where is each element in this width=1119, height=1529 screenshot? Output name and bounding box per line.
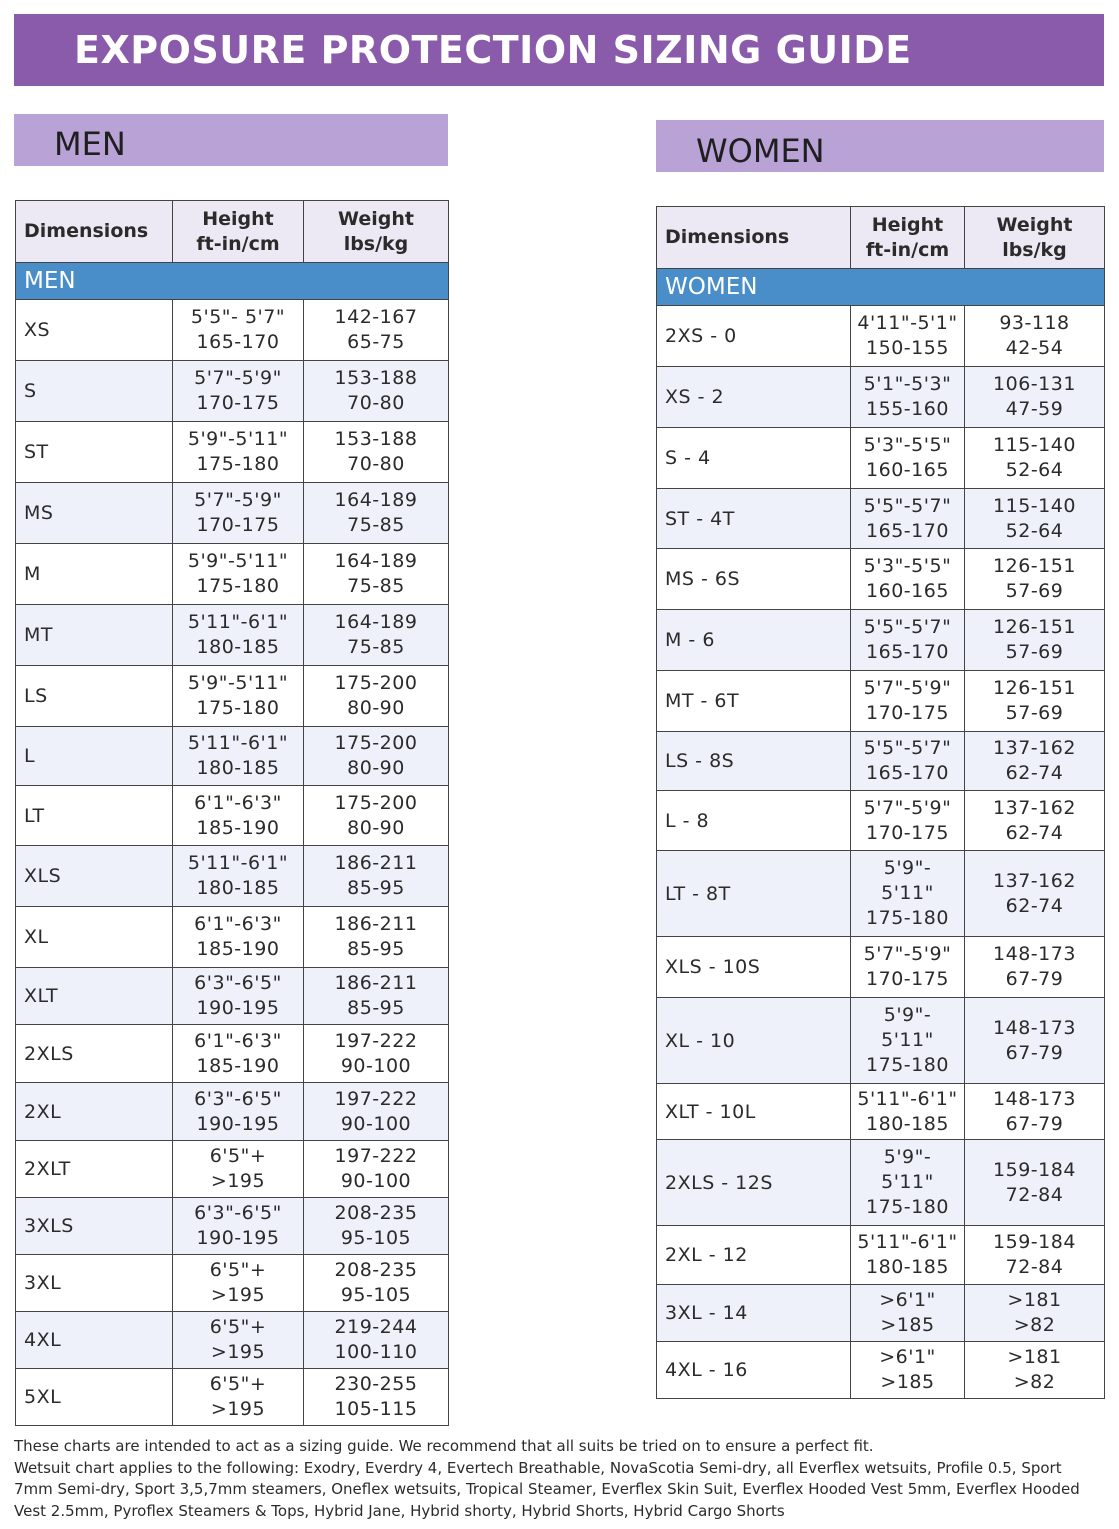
weight-cell: 148-173 67-79 — [965, 937, 1105, 998]
table-row — [16, 1141, 449, 1198]
height-cell: 5'5"- 5'7" 165-170 — [173, 300, 304, 361]
height-cell: 5'7"-5'9" 170-175 — [173, 361, 304, 422]
height-cell: 6'3"-6'5" 190-195 — [173, 1198, 304, 1255]
size-cell: MS - 6S — [657, 549, 851, 610]
size-cell: XLS — [16, 846, 173, 907]
table-row — [16, 1025, 449, 1083]
weight-cell: 175-200 80-90 — [304, 666, 449, 727]
men-size-table — [15, 200, 449, 1426]
table-row — [16, 907, 449, 968]
women-table-body — [657, 306, 1105, 1399]
table-row — [657, 306, 1105, 367]
weight-cell: 115-140 52-64 — [965, 489, 1105, 549]
height-cell: 6'5"+ >195 — [173, 1255, 304, 1312]
weight-cell: 106-131 47-59 — [965, 367, 1105, 428]
height-cell: 5'1"-5'3" 155-160 — [851, 367, 965, 428]
footer-note: These charts are intended to act as a sizing guide. We recommend that all suits be tried on to ensure a perfect fit. — [14, 1437, 874, 1455]
weight-cell: 197-222 90-100 — [304, 1141, 449, 1198]
weight-cell: 164-189 75-85 — [304, 544, 449, 605]
weight-cell: 137-162 62-74 — [965, 851, 1105, 937]
table-section-label: WOMEN — [657, 269, 1105, 306]
height-cell: >6'1" >185 — [851, 1285, 965, 1342]
height-cell: >6'1" >185 — [851, 1342, 965, 1399]
footer-notes — [14, 1436, 1104, 1522]
size-cell: 2XL - 12 — [657, 1226, 851, 1285]
weight-cell: 230-255 105-115 — [304, 1369, 449, 1426]
column-header-dimensions: Dimensions — [16, 201, 173, 263]
table-row — [657, 1084, 1105, 1140]
table-row — [657, 610, 1105, 671]
table-row — [657, 367, 1105, 428]
height-cell: 5'11"-6'1" 180-185 — [851, 1084, 965, 1140]
height-cell: 5'9"-5'11" 175-180 — [173, 666, 304, 727]
table-header-row — [657, 207, 1105, 269]
page-title: EXPOSURE PROTECTION SIZING GUIDE — [14, 14, 1104, 86]
height-cell: 5'9"- 5'11" 175-180 — [851, 1140, 965, 1226]
size-cell: S - 4 — [657, 428, 851, 489]
women-size-table — [656, 206, 1105, 1399]
table-row — [657, 1342, 1105, 1399]
height-cell: 5'7"-5'9" 170-175 — [173, 483, 304, 544]
table-row — [16, 1369, 449, 1426]
height-cell: 5'11"-6'1" 180-185 — [173, 846, 304, 907]
table-row — [657, 489, 1105, 549]
weight-cell: 142-167 65-75 — [304, 300, 449, 361]
size-cell: LT — [16, 786, 173, 846]
weight-cell: 159-184 72-84 — [965, 1226, 1105, 1285]
weight-cell: 137-162 62-74 — [965, 732, 1105, 791]
height-cell: 6'3"-6'5" 190-195 — [173, 1083, 304, 1141]
weight-cell: 197-222 90-100 — [304, 1025, 449, 1083]
height-cell: 5'9"- 5'11" 175-180 — [851, 998, 965, 1084]
size-cell: LS - 8S — [657, 732, 851, 791]
table-section-label: MEN — [16, 263, 449, 300]
size-cell: XS — [16, 300, 173, 361]
weight-cell: 186-211 85-95 — [304, 907, 449, 968]
men-section-header: MEN — [14, 114, 448, 166]
column-header-weight: Weight lbs/kg — [965, 207, 1105, 269]
height-cell: 5'5"-5'7" 165-170 — [851, 610, 965, 671]
size-cell: XS - 2 — [657, 367, 851, 428]
size-cell: XLT — [16, 968, 173, 1025]
height-cell: 5'3"-5'5" 160-165 — [851, 428, 965, 489]
weight-cell: 164-189 75-85 — [304, 483, 449, 544]
height-cell: 6'1"-6'3" 185-190 — [173, 1025, 304, 1083]
table-row — [16, 786, 449, 846]
height-cell: 5'9"- 5'11" 175-180 — [851, 851, 965, 937]
height-cell: 6'1"-6'3" 185-190 — [173, 907, 304, 968]
size-cell: LS — [16, 666, 173, 727]
table-row — [16, 483, 449, 544]
size-cell: 2XL — [16, 1083, 173, 1141]
height-cell: 5'7"-5'9" 170-175 — [851, 671, 965, 732]
table-row — [16, 1083, 449, 1141]
size-cell: 4XL — [16, 1312, 173, 1369]
size-cell: MS — [16, 483, 173, 544]
height-cell: 5'5"-5'7" 165-170 — [851, 489, 965, 549]
table-row — [657, 671, 1105, 732]
height-cell: 6'5"+ >195 — [173, 1141, 304, 1198]
weight-cell: 153-188 70-80 — [304, 361, 449, 422]
table-row — [657, 851, 1105, 937]
size-cell: 2XLT — [16, 1141, 173, 1198]
size-cell: MT - 6T — [657, 671, 851, 732]
size-cell: 2XLS — [16, 1025, 173, 1083]
weight-cell: 153-188 70-80 — [304, 422, 449, 483]
table-row — [16, 544, 449, 605]
weight-cell: 126-151 57-69 — [965, 610, 1105, 671]
table-section-row — [657, 269, 1105, 306]
column-header-weight: Weight lbs/kg — [304, 201, 449, 263]
table-row — [16, 422, 449, 483]
height-cell: 5'11"-6'1" 180-185 — [173, 605, 304, 666]
table-row — [657, 732, 1105, 791]
weight-cell: 175-200 80-90 — [304, 786, 449, 846]
table-header-row — [16, 201, 449, 263]
height-cell: 5'7"-5'9" 170-175 — [851, 937, 965, 998]
table-row — [16, 1198, 449, 1255]
size-cell: XLT - 10L — [657, 1084, 851, 1140]
table-row — [657, 937, 1105, 998]
table-row — [657, 428, 1105, 489]
table-row — [16, 727, 449, 786]
size-cell: 5XL — [16, 1369, 173, 1426]
size-cell: ST - 4T — [657, 489, 851, 549]
table-row — [657, 549, 1105, 610]
men-table-body — [16, 300, 449, 1426]
size-cell: 4XL - 16 — [657, 1342, 851, 1399]
height-cell: 4'11"-5'1" 150-155 — [851, 306, 965, 367]
weight-cell: 208-235 95-105 — [304, 1198, 449, 1255]
table-row — [16, 968, 449, 1025]
weight-cell: 148-173 67-79 — [965, 998, 1105, 1084]
weight-cell: 208-235 95-105 — [304, 1255, 449, 1312]
table-row — [657, 791, 1105, 851]
weight-cell: 159-184 72-84 — [965, 1140, 1105, 1226]
size-cell: 3XLS — [16, 1198, 173, 1255]
height-cell: 5'9"-5'11" 175-180 — [173, 544, 304, 605]
weight-cell: >181 >82 — [965, 1285, 1105, 1342]
weight-cell: 219-244 100-110 — [304, 1312, 449, 1369]
height-cell: 6'1"-6'3" 185-190 — [173, 786, 304, 846]
table-row — [16, 300, 449, 361]
column-header-height: Height ft-in/cm — [173, 201, 304, 263]
weight-cell: 126-151 57-69 — [965, 549, 1105, 610]
size-cell: M — [16, 544, 173, 605]
table-section-row — [16, 263, 449, 300]
height-cell: 6'3"-6'5" 190-195 — [173, 968, 304, 1025]
size-cell: ST — [16, 422, 173, 483]
column-header-dimensions: Dimensions — [657, 207, 851, 269]
weight-cell: 164-189 75-85 — [304, 605, 449, 666]
table-row — [657, 998, 1105, 1084]
weight-cell: 126-151 57-69 — [965, 671, 1105, 732]
table-row — [16, 1255, 449, 1312]
size-cell: 3XL - 14 — [657, 1285, 851, 1342]
table-row — [657, 1226, 1105, 1285]
size-cell: XLS - 10S — [657, 937, 851, 998]
size-cell: 3XL — [16, 1255, 173, 1312]
height-cell: 5'9"-5'11" 175-180 — [173, 422, 304, 483]
size-cell: 2XLS - 12S — [657, 1140, 851, 1226]
weight-cell: 175-200 80-90 — [304, 727, 449, 786]
column-header-height: Height ft-in/cm — [851, 207, 965, 269]
weight-cell: 115-140 52-64 — [965, 428, 1105, 489]
table-row — [16, 666, 449, 727]
weight-cell: 148-173 67-79 — [965, 1084, 1105, 1140]
size-cell: M - 6 — [657, 610, 851, 671]
height-cell: 5'3"-5'5" 160-165 — [851, 549, 965, 610]
weight-cell: 197-222 90-100 — [304, 1083, 449, 1141]
weight-cell: >181 >82 — [965, 1342, 1105, 1399]
weight-cell: 137-162 62-74 — [965, 791, 1105, 851]
size-cell: L — [16, 727, 173, 786]
height-cell: 5'5"-5'7" 165-170 — [851, 732, 965, 791]
height-cell: 5'7"-5'9" 170-175 — [851, 791, 965, 851]
table-row — [16, 605, 449, 666]
size-cell: S — [16, 361, 173, 422]
weight-cell: 186-211 85-95 — [304, 968, 449, 1025]
table-row — [657, 1140, 1105, 1226]
table-row — [657, 1285, 1105, 1342]
weight-cell: 93-118 42-54 — [965, 306, 1105, 367]
table-row — [16, 846, 449, 907]
size-cell: XL — [16, 907, 173, 968]
size-cell: MT — [16, 605, 173, 666]
height-cell: 6'5"+ >195 — [173, 1369, 304, 1426]
table-row — [16, 1312, 449, 1369]
size-cell: L - 8 — [657, 791, 851, 851]
height-cell: 6'5"+ >195 — [173, 1312, 304, 1369]
weight-cell: 186-211 85-95 — [304, 846, 449, 907]
size-cell: LT - 8T — [657, 851, 851, 937]
size-cell: XL - 10 — [657, 998, 851, 1084]
height-cell: 5'11"-6'1" 180-185 — [851, 1226, 965, 1285]
height-cell: 5'11"-6'1" 180-185 — [173, 727, 304, 786]
footer-applies: Wetsuit chart applies to the following: Exodry, Everdry 4, Evertech Breathable, NovaScotia Semi-dry, all Everflex wetsuits, Profile 0.5, Sport 7mm Semi-dry, Sport 3,5,7mm steamers, Oneflex wetsuits, Tropical Steamer, Everflex Skin Suit, Everflex Hooded Vest 5mm, Everflex Hooded Vest 2.5mm, Pyroflex Steamers & Tops, Hybrid Jane, Hybrid shorty, Hybrid Shorts, Hybrid Cargo Shorts — [14, 1458, 1080, 1520]
size-cell: 2XS - 0 — [657, 306, 851, 367]
women-section-header: WOMEN — [656, 120, 1104, 172]
table-row — [16, 361, 449, 422]
